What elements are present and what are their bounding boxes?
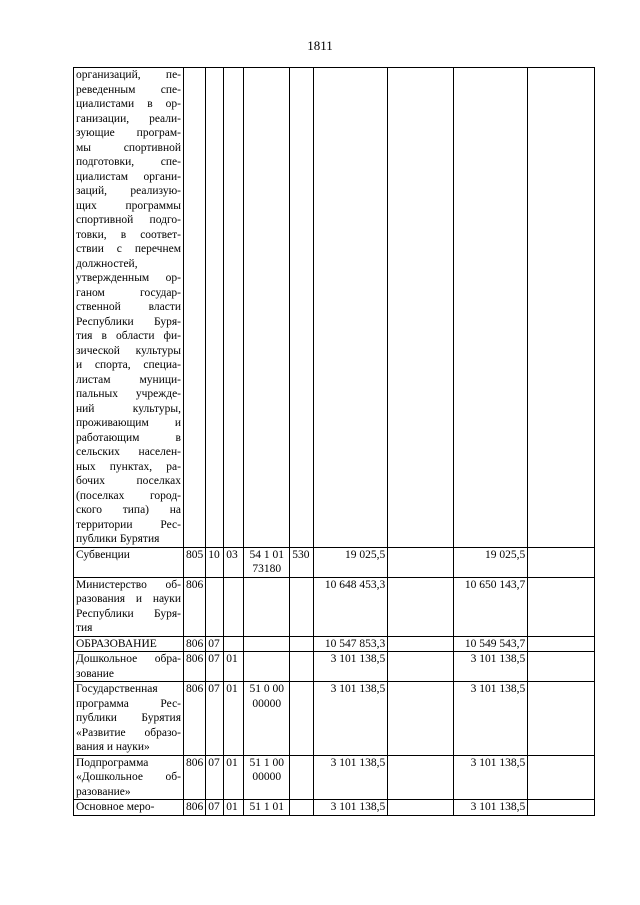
target-article-cell (244, 577, 290, 636)
item-name-line: Основное меро- (76, 801, 155, 813)
amount-cell: 3 101 138,5 (314, 755, 388, 800)
amount-cell (314, 68, 388, 548)
item-name-line: ганизации, реали- (76, 112, 181, 125)
subsection-cell: 01 (224, 652, 244, 682)
item-name-line: зование (76, 667, 115, 680)
grbs-cell: 806 (184, 636, 206, 652)
expense-type-cell (290, 577, 314, 636)
table-row (74, 636, 595, 652)
page-number: 1811 (307, 38, 333, 53)
item-name-line: ний культуры, (76, 402, 181, 415)
amount-cell (528, 547, 595, 577)
grbs-cell: 806 (184, 652, 206, 682)
item-name-line: пальных учрежде- (76, 388, 181, 400)
table-row (74, 682, 595, 756)
item-name-cell (74, 547, 184, 577)
item-name-line: бочих поселках (76, 475, 181, 487)
item-name-line: ных пунктах, ра- (76, 460, 181, 473)
item-name-line: щих программы (76, 199, 181, 212)
item-name-line: зической культуры (76, 344, 181, 357)
amount-cell: 10 547 853,3 (314, 636, 388, 652)
target-article-cell: 54 1 01 73180 (244, 547, 290, 577)
subsection-cell: 01 (224, 800, 244, 816)
expense-type-cell (290, 682, 314, 756)
item-name-cell (74, 755, 184, 800)
table-row (74, 755, 595, 800)
amount-cell (388, 652, 454, 682)
item-name-line: вания и науки» (76, 741, 150, 753)
grbs-cell: 805 (184, 547, 206, 577)
amount-cell (454, 68, 528, 548)
subsection-cell: 01 (224, 755, 244, 800)
target-article-cell: 51 1 01 (244, 800, 290, 816)
item-name-line: утвержденным ор- (76, 272, 181, 284)
grbs-cell: 806 (184, 682, 206, 756)
amount-cell (528, 800, 595, 816)
amount-cell (388, 682, 454, 756)
item-name-line: спортивной подго- (76, 214, 181, 226)
table-row (74, 68, 595, 548)
amount-cell: 3 101 138,5 (454, 800, 528, 816)
item-name-line: публики Бурятия (76, 712, 181, 724)
section-cell (206, 577, 224, 636)
item-name-line: реведенным спе- (76, 83, 181, 96)
amount-cell: 19 025,5 (314, 547, 388, 577)
item-name-line: Дошкольное обра- (76, 653, 181, 665)
section-cell: 07 (206, 755, 224, 800)
amount-cell (528, 636, 595, 652)
section-cell: 10 (206, 547, 224, 577)
item-name-line: программа Рес- (76, 697, 181, 710)
table-row (74, 547, 595, 577)
target-article-cell (244, 652, 290, 682)
item-name-line: ствии с перечнем (76, 243, 181, 255)
item-name-line: территории Рес- (76, 518, 181, 531)
item-name-cell (74, 652, 184, 682)
item-name-line: Республики Буря- (76, 607, 181, 620)
item-name-line: ственной власти (76, 301, 181, 313)
item-name-line: Подпрограмма (76, 756, 149, 769)
item-name-line: разования и науки (76, 593, 181, 605)
amount-cell (528, 652, 595, 682)
item-name-line: заций, реализую- (76, 185, 181, 197)
table-row (74, 577, 595, 636)
amount-cell (388, 577, 454, 636)
grbs-cell: 806 (184, 755, 206, 800)
table-row (74, 800, 595, 816)
item-name-line: мы спортивной (76, 141, 181, 154)
expense-type-cell (290, 800, 314, 816)
item-name-line: работающим в (76, 431, 181, 444)
item-name-line: циалистами в ор- (76, 98, 181, 110)
amount-cell (388, 547, 454, 577)
item-name-line: ОБРАЗОВАНИЕ (76, 637, 157, 650)
target-article-cell: 51 1 00 00000 (244, 755, 290, 800)
item-name-line: листам муници- (76, 373, 181, 386)
subsection-cell (224, 68, 244, 548)
item-name-line: Субвенции (76, 548, 130, 561)
expense-type-cell (290, 68, 314, 548)
item-name-line: ского типа) на (76, 504, 181, 516)
item-name-line: проживающим и (76, 417, 181, 429)
amount-cell: 19 025,5 (454, 547, 528, 577)
amount-cell (528, 682, 595, 756)
item-name-line: подготовки, спе- (76, 156, 181, 168)
item-name-line: Министерство об- (76, 578, 181, 591)
amount-cell: 3 101 138,5 (454, 755, 528, 800)
amount-cell: 10 648 453,3 (314, 577, 388, 636)
item-name-line: (поселках город- (76, 489, 181, 502)
amount-cell (388, 68, 454, 548)
section-cell: 07 (206, 652, 224, 682)
expense-type-cell (290, 755, 314, 800)
item-name-cell (74, 636, 184, 652)
expense-type-cell (290, 652, 314, 682)
item-name-cell (74, 68, 184, 548)
item-name-line: «Дошкольное об- (76, 771, 181, 783)
amount-cell (528, 755, 595, 800)
subsection-cell: 03 (224, 547, 244, 577)
target-article-cell (244, 68, 290, 548)
item-name-line: публики Бурятия (76, 533, 160, 545)
amount-cell: 3 101 138,5 (454, 682, 528, 756)
item-name-line: тия в области фи- (76, 330, 181, 342)
amount-cell: 10 549 543,7 (454, 636, 528, 652)
expense-type-cell (290, 636, 314, 652)
target-article-cell (244, 636, 290, 652)
item-name-line: Республики Буря- (76, 315, 181, 328)
subsection-cell (224, 636, 244, 652)
amount-cell (388, 800, 454, 816)
grbs-cell: 806 (184, 577, 206, 636)
item-name-line: и спорта, специа- (76, 359, 181, 371)
amount-cell: 3 101 138,5 (314, 800, 388, 816)
table-body (74, 68, 595, 816)
amount-cell (388, 636, 454, 652)
amount-cell: 3 101 138,5 (314, 682, 388, 756)
section-cell: 07 (206, 800, 224, 816)
section-cell: 07 (206, 636, 224, 652)
budget-table (73, 67, 595, 816)
item-name-line: зующие програм- (76, 127, 181, 139)
item-name-line: Государственная (76, 683, 158, 695)
item-name-line: организаций, пе- (76, 69, 181, 81)
amount-cell: 3 101 138,5 (454, 652, 528, 682)
target-article-cell: 51 0 00 00000 (244, 682, 290, 756)
subsection-cell: 01 (224, 682, 244, 756)
subsection-cell (224, 577, 244, 636)
section-cell (206, 68, 224, 548)
amount-cell (528, 68, 595, 548)
section-cell: 07 (206, 682, 224, 756)
table-row (74, 652, 595, 682)
item-name-cell (74, 577, 184, 636)
item-name-line: разование» (76, 785, 131, 798)
amount-cell (388, 755, 454, 800)
item-name-line: тия (76, 622, 93, 634)
item-name-line: циалистам органи- (76, 170, 181, 183)
item-name-line: ганом государ- (76, 286, 181, 299)
item-name-line: должностей, (76, 257, 138, 270)
amount-cell (528, 577, 595, 636)
item-name-line: сельских населен- (76, 446, 181, 458)
amount-cell: 10 650 143,7 (454, 577, 528, 636)
item-name-cell (74, 682, 184, 756)
item-name-line: товки, в соответ- (76, 228, 181, 241)
amount-cell: 3 101 138,5 (314, 652, 388, 682)
item-name-line: «Развитие образо- (76, 726, 181, 739)
grbs-cell: 806 (184, 800, 206, 816)
expense-type-cell: 530 (290, 547, 314, 577)
grbs-cell (184, 68, 206, 548)
item-name-cell (74, 800, 184, 816)
